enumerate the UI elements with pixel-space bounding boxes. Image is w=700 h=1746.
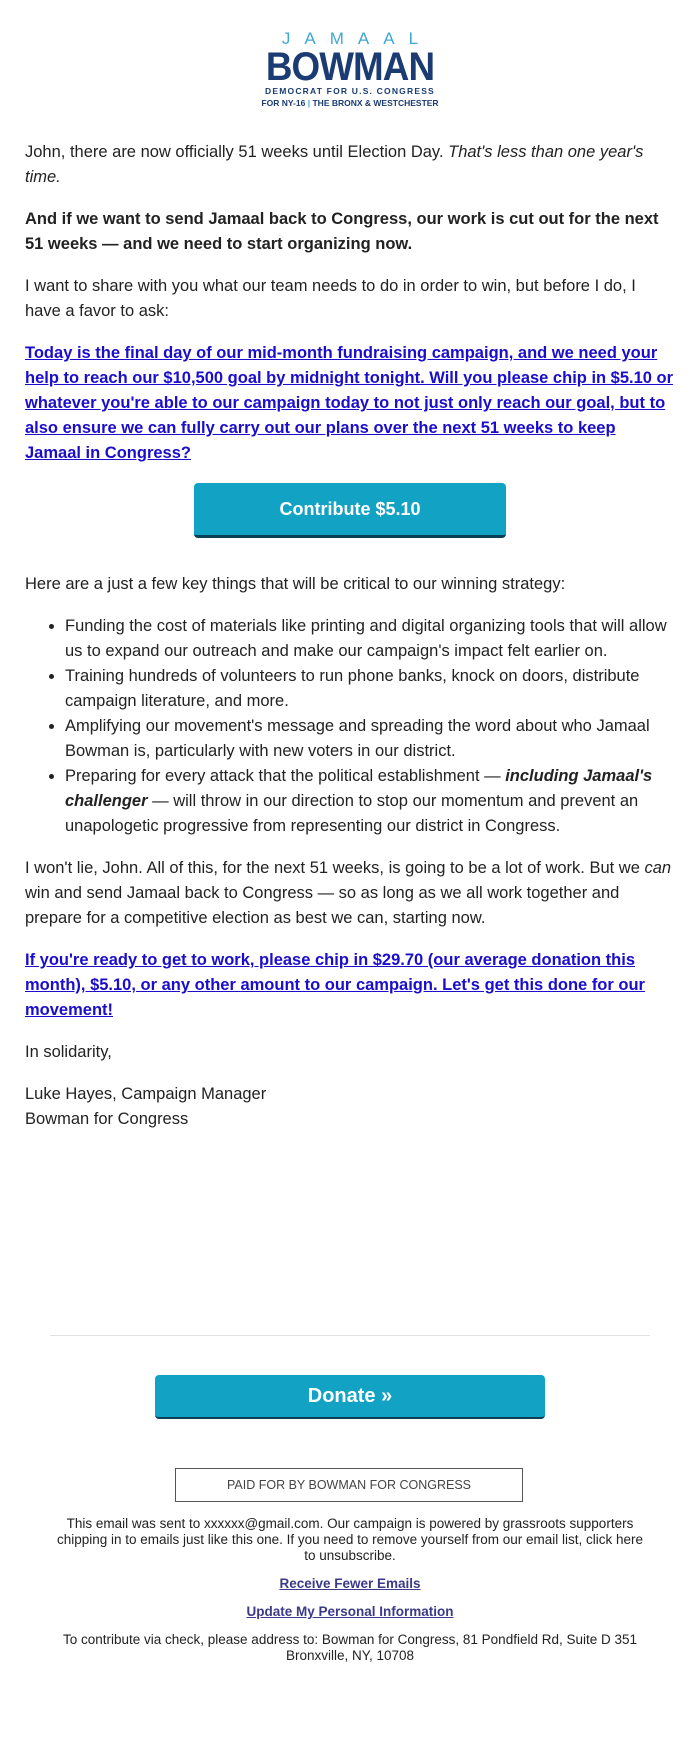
footer-notice: This email was sent to xxxxxx@gmail.com. Our campaign is powered by grassroots supporters chipping in to emails just like this one. If you need to remove yourself from our email list, click here to unsubscribe. xyxy=(56,1516,643,1563)
update-info-row xyxy=(50,1604,650,1620)
bullet4-emphasis: including Jamaal's challenger xyxy=(65,767,653,810)
contribute-button[interactable]: Contribute $5.10 xyxy=(194,483,506,538)
list-item xyxy=(65,764,675,839)
signer-name: Luke Hayes, Campaign Manager xyxy=(25,1085,267,1103)
donate-button[interactable]: Donate » xyxy=(155,1375,545,1419)
donate-link-2[interactable]: If you're ready to get to work, please chip in $29.70 (our average donation this month), $5.10, or any other amount to our campaign. Let's get this done for our movement! xyxy=(25,951,645,1019)
logo-first-name: JAMAAL xyxy=(281,29,433,48)
favor-paragraph: I want to share with you what our team needs to do in order to win, but before I do, I have a favor to ask: xyxy=(25,277,636,320)
footer-divider xyxy=(50,1335,650,1336)
paid-for-box: PAID FOR BY BOWMAN FOR CONGRESS xyxy=(175,1468,523,1502)
fewer-emails-row xyxy=(50,1576,650,1592)
work-text-a: I won't lie, John. All of this, for the next 51 weeks, is going to be a lot of work. But we xyxy=(25,859,645,877)
bold-paragraph xyxy=(25,207,675,257)
check-address: To contribute via check, please address to: Bowman for Congress, 81 Pondfield Rd, Suite D 351 Bronxville, NY, 10708 xyxy=(62,1632,638,1663)
signoff: In solidarity, xyxy=(25,1043,112,1061)
work-text-b: win and send Jamaal back to Congress — so as long as we all work together and prepare for a competitive election as best we can, starting now. xyxy=(25,884,620,927)
signer-org: Bowman for Congress xyxy=(25,1110,189,1128)
list-item: • Funding the cost of materials like printing and digital organizing tools that will allow us to expand our outreach and make our campaign's impact felt earlier on. xyxy=(65,614,675,664)
signature xyxy=(25,1082,675,1132)
bullet4-text-a: Preparing for every attack that the political establishment — xyxy=(65,767,506,785)
intro-italic: That's less than one year's time. xyxy=(25,143,644,186)
strategy-list xyxy=(25,614,675,839)
link-paragraph-2 xyxy=(25,948,675,1023)
link-paragraph-1 xyxy=(25,341,675,466)
bullet4-text-b: — will throw in our direction to stop our momentum and prevent an unapologetic progressive from representing our district in Congress. xyxy=(65,792,639,835)
contribute-button-wrap xyxy=(25,483,675,538)
email-body xyxy=(25,140,675,1132)
campaign-logo xyxy=(0,30,700,109)
bold-text: And if we want to send Jamaal back to Congress, our work is cut out for the next 51 weeks — and we need to start organizing now. xyxy=(25,210,659,253)
receive-fewer-emails-link[interactable]: Receive Fewer Emails xyxy=(279,1576,421,1591)
logo-last-name: BOWMAN xyxy=(265,45,435,89)
donate-link-1[interactable]: Today is the final day of our mid-month fundraising campaign, and we need your help to reach our $10,500 goal by midnight tonight. Will you please chip in $5.10 or whatever you're able to our campaign today to not just only reach our goal, but to also ensure we can fully carry out our plans over the next 51 weeks to keep Jamaal in Congress? xyxy=(25,344,674,462)
donate-button-wrap xyxy=(0,1375,700,1419)
logo-district xyxy=(0,97,700,109)
logo-separator: | xyxy=(307,98,311,108)
intro-paragraph xyxy=(25,140,675,190)
logo-district-a: FOR NY-16 xyxy=(261,98,306,108)
intro-text: John, there are now officially 51 weeks until Election Day. xyxy=(25,143,449,161)
logo-tagline: DEMOCRAT FOR U.S. CONGRESS xyxy=(265,86,435,96)
work-emphasis: can xyxy=(644,859,672,877)
work-paragraph xyxy=(25,856,675,931)
logo-district-b: THE BRONX & WESTCHESTER xyxy=(312,98,439,108)
list-item: • Training hundreds of volunteers to run phone banks, knock on doors, distribute campaign literature, and more. xyxy=(65,664,675,714)
update-personal-info-link[interactable]: Update My Personal Information xyxy=(246,1604,454,1619)
list-intro: Here are a just a few key things that will be critical to our winning strategy: xyxy=(25,575,566,593)
email-footer xyxy=(50,1516,650,1676)
list-item: • Amplifying our movement's message and spreading the word about who Jamaal Bowman is, particularly with new voters in our district. xyxy=(65,714,675,764)
